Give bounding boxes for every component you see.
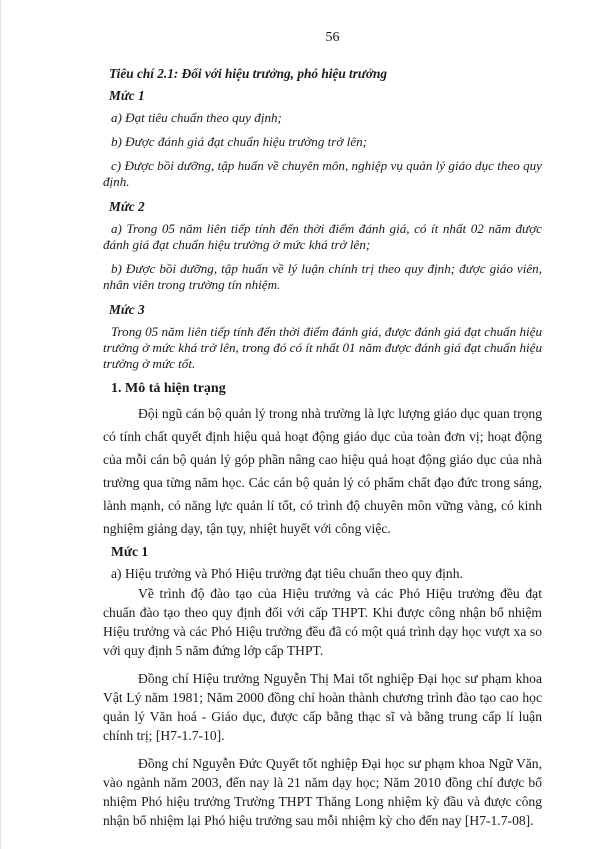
paragraph-vice-principal: Đồng chí Nguyễn Đức Quyết tốt nghiệp Đại học sư phạm khoa Ngữ Văn, vào ngành năm 2003, đến nay là 21 năm dạy học; Năm 2010 đồng chí được bổ nhiệm Phó hiệu trưởng Trường THPT Thăng Long nhiệm kỳ đầu và được công nhận bổ nhiệm lại Phó hiệu trưởng sau mỗi nhiệm kỳ cho đến nay [H7-1.7-08].	[103, 756, 542, 828]
section-intro-paragraph: Đội ngũ cán bộ quản lý trong nhà trường là lực lượng giáo dục quan trọng có tính chất quyết định hiệu quả hoạt động giáo dục của toàn đơn vị; hoạt động của mỗi cán bộ quản lý góp phần nâng cao hiệu quả hoạt động giáo dục của nhà trường qua từng năm học. Các cán bộ quản lý có phẩm chất đạo đức trong sáng, lành mạnh, có năng lực quản lí tốt, có trình độ chuyên môn vững vàng, có kinh nghiệm giảng dạy, tận tụy, nhiệt huyết với công việc.	[103, 406, 542, 536]
section-title: 1. Mô tả hiện trạng	[111, 381, 226, 396]
level-2-item-b: b) Được bồi dưỡng, tập huấn về lý luận chính trị theo quy định; được giáo viên, nhân viên trong trường tín nhiệm.	[103, 261, 542, 292]
level-3-title: Mức 3	[109, 302, 145, 317]
level-2-title: Mức 2	[109, 199, 145, 214]
paragraph-training: Về trình độ đào tạo của Hiệu trưởng và các Phó Hiệu trưởng đều đạt chuẩn đào tạo theo quy định đối với cấp THPT. Khi được công nhận bổ nhiệm Hiệu trưởng và các Phó Hiệu trưởng đều đã có một quá trình dạy học vượt xa so với quy định 5 năm đứng lớp cấp THPT.	[103, 586, 542, 658]
level-1-title: Mức 1	[109, 88, 145, 103]
level-3-item: Trong 05 năm liên tiếp tính đến thời điểm đánh giá, được đánh giá đạt chuẩn hiệu trưởng ở mức khá trở lên, trong đó có ít nhất 01 năm được đánh giá đạt chuẩn hiệu trưởng ở mức tốt.	[103, 324, 542, 371]
criterion-title: Tiêu chí 2.1: Đối với hiệu trưởng, phó hiệu trưởng	[109, 66, 388, 81]
level-1-item-a: a) Đạt tiêu chuẩn theo quy định;	[111, 110, 282, 125]
level-1-item-c: c) Được bồi dưỡng, tập huấn về chuyên môn, nghiệp vụ quản lý giáo dục theo quy định.	[103, 158, 542, 189]
level-2-item-a: a) Trong 05 năm liên tiếp tính đến thời điểm đánh giá, có ít nhất 02 năm được đánh giá đạt chuẩn hiệu trưởng ở mức khá trở lên;	[103, 221, 542, 252]
level-1-item-b: b) Được đánh giá đạt chuẩn hiệu trưởng trở lên;	[111, 134, 367, 149]
page-number: 56	[325, 30, 340, 45]
paragraph-principal: Đồng chí Hiệu trưởng Nguyễn Thị Mai tốt nghiệp Đại học sư phạm khoa Vật Lý năm 1981; Năm 2000 đồng chí hoàn thành chương trình đào tạo cao học quản lý Văn hoá - Giáo dục, được cấp bằng thạc sĩ và bằng trung cấp lí luận chính trị; [H7-1.7-10].	[103, 671, 542, 743]
section-level-1-title: Mức 1	[111, 544, 149, 559]
section-level-1-a: a) Hiệu trưởng và Phó Hiệu trưởng đạt tiêu chuẩn theo quy định.	[111, 566, 463, 581]
